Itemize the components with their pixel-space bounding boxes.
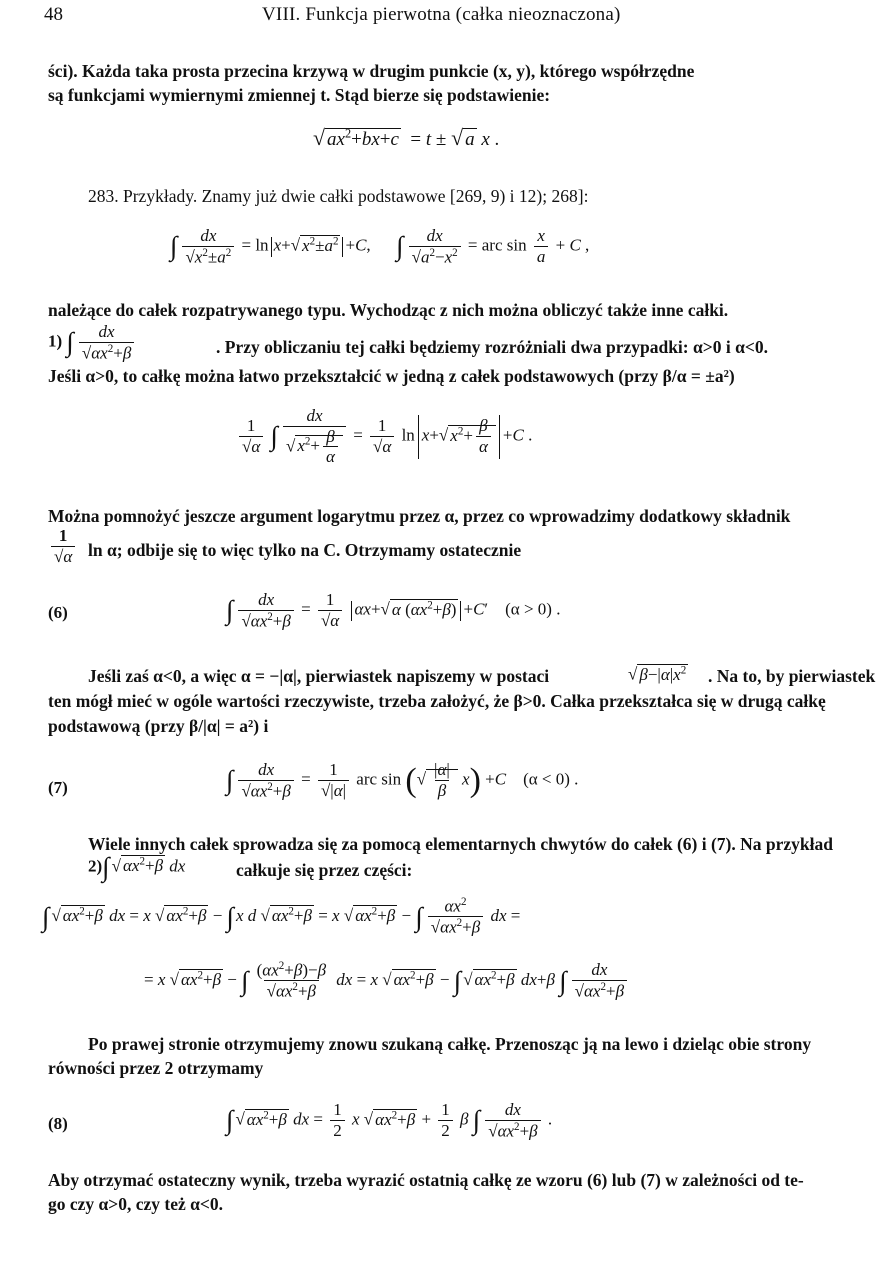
condition-6: (α > 0) . xyxy=(505,599,561,619)
root-beta-minus-alpha: √ $\beta-|\alpha|x^2$ xyxy=(628,664,687,684)
equation-7: ∫ $\frac{dx}{√\alpha x^2+\beta}$ = $\frac{1}{√|\alpha|}$ arc sin (√ $\frac{|\alpha|}{\beta}$ x) +C (α < 0) . xyxy=(226,760,579,801)
text-line-17: go czy α>0, czy też α<0. xyxy=(48,1194,224,1214)
text-line-12: Wiele innych całek sprowadza się za pomocą elementarnych chwytów do całek (6) i (7). Na przykład xyxy=(88,834,833,854)
equation-alpha-positive: $\frac{1}{√\alpha}$ ∫ dx √ $x^2+$ $\frac{\beta}{\alpha}$ = $\frac{1}{√\alpha}$ ln x+√ $x^2+$ $\frac{\beta}{\alpha}$ +C . xyxy=(236,406,532,467)
text-line-10: ten mógł mieć w ogóle wartości rzeczywiste, trzeba założyć, że β>0. Całka przekształca się w drugą całkę xyxy=(48,691,826,711)
equation-number-8: (8) xyxy=(48,1114,68,1133)
text-line-9a: Jeśli zaś α<0, a więc α = −|α|, pierwiastek napiszemy w postaci xyxy=(88,666,550,686)
equation-6: ∫ $\frac{dx}{√\alpha x^2+\beta}$ = $\frac{1}{√\alpha}$ αx+√ α $(\alpha x^2+\beta) +C'$ (α > 0) . xyxy=(226,590,561,631)
equation-substitution: √ $ax^2+bx+c = t$ ± √ a x . xyxy=(313,126,500,150)
item-1-integral: 1) ∫ $\frac{dx}{√\alpha x^2+\beta}$ xyxy=(48,322,137,364)
text-line-5: . Przy obliczaniu tej całki będziemy rozróżniali dwa przypadki: α>0 i α<0. xyxy=(216,337,768,357)
text-line-11: podstawową (przy β/|α| = a²) i xyxy=(48,716,269,736)
equation-number-6: (6) xyxy=(48,603,68,622)
text-line-6: Jeśli α>0, to całkę można łatwo przekształcić w jedną z całek podstawowych (przy β/α = ±a²) xyxy=(48,366,735,386)
equation-number-7: (7) xyxy=(48,778,68,797)
page-number: 48 xyxy=(44,4,63,25)
text-line-14: Po prawej stronie otrzymujemy znowu szukaną całkę. Przenosząc ją na lewo i dzieląc obie strony xyxy=(88,1034,812,1054)
text-line-15: równości przez 2 otrzymamy xyxy=(48,1058,264,1078)
item-1-label: 1) xyxy=(48,331,63,351)
equation-parts-line-2: = x √ $\alpha x^2+\beta$ − ∫ $\frac{(\alpha x^2+\beta)-\beta}{√\alpha x^2+\beta}$ dx = x √ $\alpha x^2+\beta$ − ∫ √ $\alpha x^2+\beta$ dx+β ∫ $\frac{dx}{√\alpha x^2+\beta}$ xyxy=(144,960,630,1002)
text-line-3: 283. Przykłady. Znamy już dwie całki podstawowe [269, 9) i 12); 268]: xyxy=(88,186,589,206)
page-header xyxy=(44,4,849,28)
text-line-16: Aby otrzymać ostateczny wynik, trzeba wyrazić ostatnią całkę ze wzoru (6) lub (7) w zależności od te- xyxy=(48,1170,804,1190)
equation-parts-line-1: ∫ √ $\alpha x^2+\beta$ dx = x √ $\alpha x^2+\beta$ − ∫ x d √ $\alpha x^2+\beta = x$ √ $\alpha x^2+\beta$ − ∫ $\frac{\alpha x^2}{√\alpha x^2+\beta}$ dx = xyxy=(42,896,521,937)
chapter-title: VIII. Funkcja pierwotna (całka nieoznaczona) xyxy=(262,4,621,25)
item-2-label: 2) xyxy=(88,856,103,876)
fraction-one-over-sqrt-alpha: $\frac{1}{√\alpha}$ xyxy=(48,526,78,567)
equation-8: ∫ √ $\alpha x^2+\beta$ dx = $\frac{1}{2}$ x √ $\alpha x^2+\beta$ + $\frac{1}{2}$ β ∫ $\frac{dx}{√\alpha x^2+\beta}$ . xyxy=(226,1100,553,1141)
text-line-8: ln α; odbije się to więc tylko na C. Otrzymamy ostatecznie xyxy=(88,540,522,560)
text-line-4: należące do całek rozpatrywanego typu. Wychodząc z nich można obliczyć także inne całki. xyxy=(48,300,729,320)
item-2-integral: 2)∫ √ $\alpha x^2+\beta$ dx xyxy=(88,852,186,882)
equation-basic-integrals: ∫ $\frac{dx}{√x^2\pm a^2}$ = ln x+√ $x^2\pm a^2 +C$, ∫ $\frac{dx}{√a^2-x^2}$ = arc sin $\frac{x}{a}$ + C , xyxy=(170,226,590,267)
text-line-2: są funkcjami wymiernymi zmiennej t. Stąd bierze się podstawienie: xyxy=(48,85,551,105)
text-line-1: ści). Każda taka prosta przecina krzywą w drugim punkcie (x, y), którego współrzędne xyxy=(48,61,695,81)
text-line-13: całkuje się przez części: xyxy=(236,860,413,880)
condition-7: (α < 0) . xyxy=(523,769,579,789)
text-line-7: Można pomnożyć jeszcze argument logarytmu przez α, przez co wprowadzimy dodatkowy składnik xyxy=(48,506,791,526)
text-line-9b: . Na to, by pierwiastek xyxy=(708,666,876,686)
